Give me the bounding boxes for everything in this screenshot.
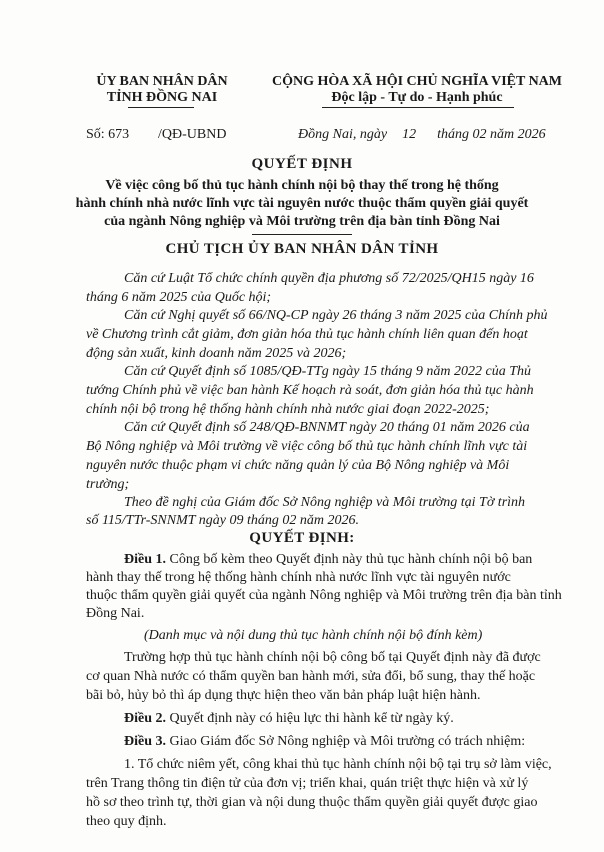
date-month-year: tháng 02 năm 2026 bbox=[437, 127, 546, 142]
basis-line: Bộ Nông nghiệp và Môi trường về việc công bố thủ tục hành chính lĩnh vực tài bbox=[86, 439, 528, 454]
basis-line: nguyên nước thuộc phạm vi chức năng quản lý của Bộ Nông nghiệp và Môi bbox=[86, 458, 510, 473]
attachment-note: (Danh mục và nội dung thủ tục hành chính nội bộ đính kèm) bbox=[144, 628, 483, 643]
document-title: QUYẾT ĐỊNH bbox=[251, 156, 353, 172]
issuing-agency bbox=[72, 74, 252, 106]
basis-line: Căn cứ Quyết định số 1085/QĐ-TTg ngày 15 tháng 9 năm 2022 của Thủ bbox=[124, 364, 532, 379]
article-3-text: Giao Giám đốc Sở Nông nghiệp và Môi trường có trách nhiệm: bbox=[169, 734, 526, 749]
document-date bbox=[298, 127, 546, 143]
basis-line: động sản xuất, kinh doanh năm 2025 và 2026; bbox=[86, 346, 347, 361]
document-number: Số: 673 bbox=[86, 127, 130, 142]
basis-line: tháng 6 năm 2025 của Quốc hội; bbox=[86, 290, 272, 305]
subject-underline bbox=[252, 234, 352, 235]
basis-line: trường; bbox=[86, 477, 130, 492]
date-place: Đồng Nai, ngày bbox=[298, 127, 388, 142]
article-1-line: thuộc thẩm quyền giải quyết của ngành Nông nghiệp và Môi trường trên địa bàn tỉnh bbox=[86, 588, 562, 603]
article-3-item-line: theo quy định. bbox=[86, 814, 167, 829]
country-name: CỘNG HÒA XÃ HỘI CHỦ NGHĨA VIỆT NAM bbox=[271, 74, 562, 89]
motto: Độc lập - Tự do - Hạnh phúc bbox=[331, 90, 503, 105]
article-2-label: Điều 2. bbox=[124, 711, 166, 726]
article-3-item-line: trên Trang thông tin điện tử của đơn vị; triển khai, quán triệt thực hiện và xử lý bbox=[86, 776, 529, 791]
proposal-line: số 115/TTr-SNNMT ngày 09 tháng 02 năm 2026. bbox=[86, 513, 360, 528]
basis-line: tướng Chính phủ về việc ban hành Kế hoạch rà soát, đơn giản hóa thủ tục hành bbox=[86, 383, 534, 398]
article-1-text: Công bố kèm theo Quyết định này thủ tục hành chính nội bộ ban bbox=[169, 552, 533, 567]
motto-underline bbox=[322, 107, 514, 108]
basis-line: chính nội bộ trong hệ thống hành chính nhà nước giai đoạn 2022-2025; bbox=[86, 402, 490, 417]
document-number-suffix: /QĐ-UBND bbox=[158, 127, 227, 142]
authority-heading: CHỦ TỊCH ỦY BAN NHÂN DÂN TỈNH bbox=[165, 241, 439, 257]
date-day: 12 bbox=[402, 127, 417, 142]
article-1-line: hành thay thế trong hệ thống hành chính nhà nước lĩnh vực tài nguyên nước bbox=[86, 570, 511, 585]
article-1-case-line: Trường hợp thủ tục hành chính nội bộ công bố tại Quyết định này đã được bbox=[124, 650, 541, 665]
article-1-label: Điều 1. bbox=[124, 552, 166, 567]
article-3-item-line: 1. Tổ chức niêm yết, công khai thủ tục hành chính nội bộ tại trụ sở làm việc, bbox=[124, 757, 552, 772]
article-1-case-line: bãi bỏ, hủy bỏ thì áp dụng thực hiện theo văn bản pháp luật hiện hành. bbox=[86, 688, 481, 703]
basis-line: Căn cứ Luật Tổ chức chính quyền địa phương số 72/2025/QH15 ngày 16 bbox=[124, 271, 534, 286]
basis-line: Căn cứ Quyết định số 248/QĐ-BNNMT ngày 20 tháng 01 năm 2026 của bbox=[124, 420, 530, 435]
decision-heading: QUYẾT ĐỊNH: bbox=[249, 530, 355, 546]
national-motto bbox=[262, 74, 572, 106]
article-2 bbox=[124, 710, 454, 727]
agency-line-1: ỦY BAN NHÂN DÂN bbox=[96, 74, 228, 89]
agency-underline bbox=[128, 107, 194, 108]
article-1-case-line: cơ quan Nhà nước có thẩm quyền ban hành mới, sửa đổi, bổ sung, thay thế hoặc bbox=[86, 669, 536, 684]
proposal-line: Theo đề nghị của Giám đốc Sở Nông nghiệp và Môi trường tại Tờ trình bbox=[124, 495, 526, 510]
article-3 bbox=[124, 733, 525, 750]
subject-line-1: Về việc công bố thủ tục hành chính nội bộ thay thế trong hệ thống bbox=[105, 178, 499, 193]
article-1-line: Đồng Nai. bbox=[86, 606, 145, 621]
agency-line-2: TỈNH ĐỒNG NAI bbox=[106, 90, 218, 105]
article-3-item-line: hồ sơ theo trình tự, thời gian và nội dung thuộc thẩm quyền giải quyết được giao bbox=[86, 795, 538, 810]
article-2-text: Quyết định này có hiệu lực thi hành kể từ ngày ký. bbox=[169, 711, 454, 726]
article-1-line bbox=[124, 551, 532, 568]
subject-line-3: của ngành Nông nghiệp và Môi trường trên địa bàn tỉnh Đồng Nai bbox=[104, 214, 500, 229]
article-3-label: Điều 3. bbox=[124, 734, 166, 749]
basis-line: Căn cứ Nghị quyết số 66/NQ-CP ngày 26 tháng 3 năm 2025 của Chính phủ bbox=[124, 308, 548, 323]
subject-line-2: hành chính nhà nước lĩnh vực tài nguyên nước thuộc thẩm quyền giải quyết bbox=[75, 196, 529, 211]
basis-line: về Chương trình cắt giảm, đơn giản hóa thủ tục hành chính liên quan đến hoạt bbox=[86, 327, 528, 342]
